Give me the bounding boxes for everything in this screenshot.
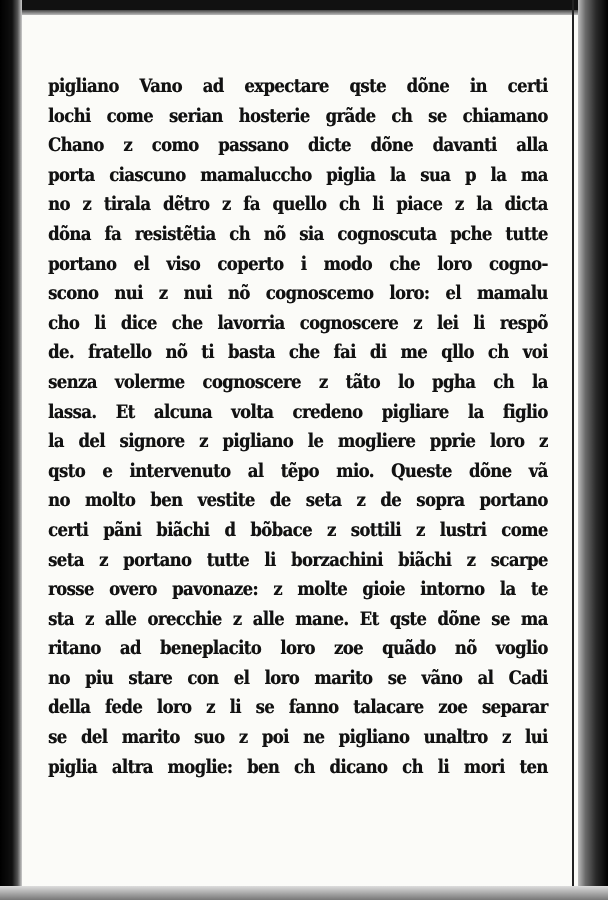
text-line: rosse overo pavonaze: z molte gioie intorno la te [48,578,548,601]
text-line: qsto e intervenuto al tẽpo mio. Queste dõne vã [48,459,548,482]
page-top-edge-shadow [0,0,608,10]
text-line: della fede loro z li se fanno talacare zoe separar [48,696,548,719]
page-right-edge-shadow [578,0,608,900]
text-line: no piu stare con el loro marito se vãno al Cadi [48,666,548,689]
text-line: ritano ad beneplacito loro zoe quãdo nõ voglio [48,637,548,660]
page-right-edge-line [572,0,574,900]
text-line: no z tirala dẽtro z fa quello ch li piace z la dicta [48,193,548,216]
text-line: seta z portano tutte li borzachini biãchi z scarpe [48,548,548,571]
text-line: porta ciascuno mamaluccho piglia la sua p la ma [48,163,548,186]
text-line: pigliano Vano ad expectare qste dõne in certi [48,75,548,97]
printed-text-block [48,72,548,782]
text-line: lassa. Et alcuna volta credeno pigliare la figlio [48,400,548,423]
page-bottom-edge [0,886,608,900]
text-line: cho li dice che lavorria cognoscere z lei li respõ [48,311,548,334]
text-line: Chano z como passano dicte dõne davanti alla [48,134,548,157]
text-line: piglia altra moglie: ben ch dicano ch li mori ten [48,755,548,778]
text-line: la del signore z pigliano le mogliere pprie loro z [48,430,548,453]
text-line: sta z alle orecchie z alle mane. Et qste dõne se ma [48,607,548,630]
text-line: certi pãni biãchi d bõbace z sottili z lustri come [48,518,548,541]
text-line: portano el viso coperto i modo che loro cogno- [48,252,548,275]
text-line: lochi come serian hosterie grãde ch se chiamano [48,104,548,127]
text-line: dõna fa resistẽtia ch nõ sia cognoscuta pche tutte [48,222,548,245]
text-line: de. fratello nõ ti basta che fai di me qllo ch voi [48,341,548,364]
text-line: no molto ben vestite de seta z de sopra portano [48,489,548,512]
page-top-edge-fade [0,10,608,15]
text-line: senza volerme cognoscere z tãto lo pgha ch la [48,370,548,393]
page-left-edge-shadow [0,0,22,900]
text-line: se del marito suo z poi ne pigliano unaltro z lui [48,726,548,749]
text-line: scono nui z nui nõ cognoscemo loro: el mamalu [48,282,548,305]
